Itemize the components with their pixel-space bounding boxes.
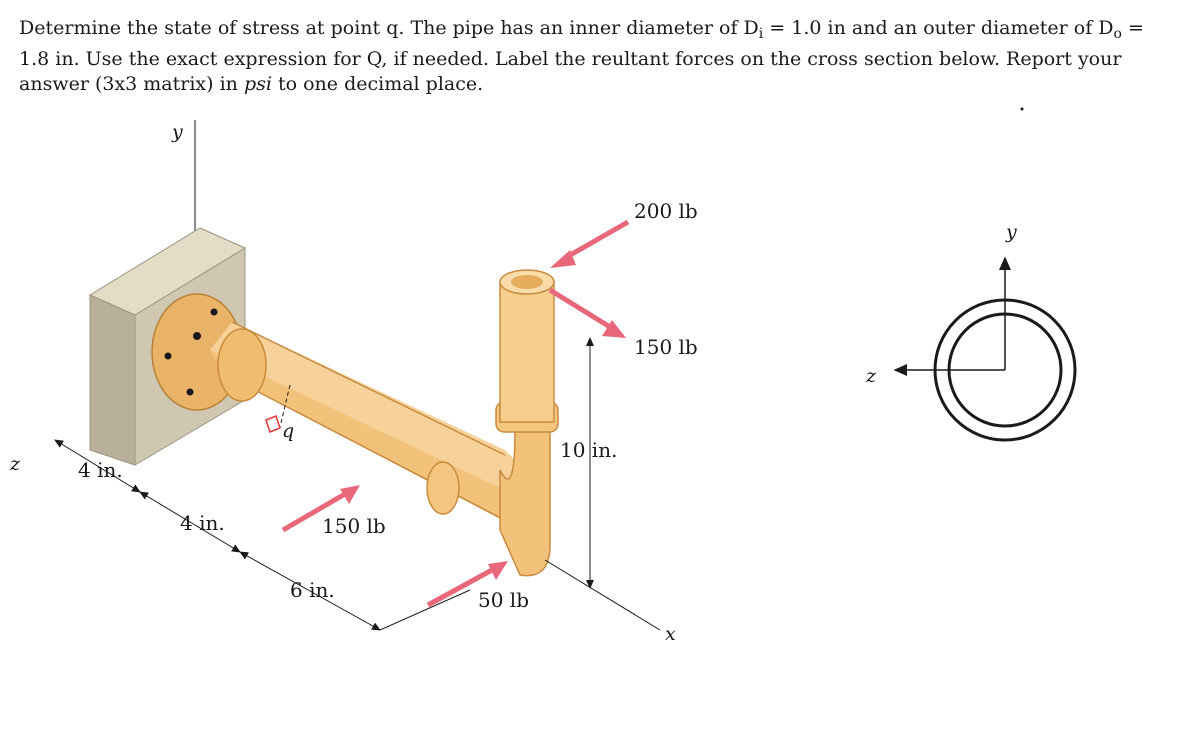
section-z-axis-label: z	[866, 365, 877, 387]
z-axis-label: z	[10, 453, 21, 475]
problem-text-3: = 1.8 in. Use the exact expression for Q, if needed. Label the reultant forces on the cross section below. Report your answer (3x3 matrix) in	[19, 17, 1144, 95]
force-label-200: 200 lb	[634, 199, 698, 223]
subscript-o: o	[1113, 26, 1122, 42]
force-arrow-200	[550, 222, 628, 268]
point-q-marker	[266, 416, 280, 432]
dimension-10in: 10 in.	[560, 438, 618, 462]
dimension-4in-a: 4 in.	[78, 458, 123, 482]
stray-dot	[1021, 108, 1024, 111]
x-axis-label: x	[665, 623, 676, 645]
force-label-150-top: 150 lb	[634, 335, 698, 359]
force-label-150-mid: 150 lb	[322, 514, 386, 538]
unit-psi: psi	[243, 73, 272, 95]
pipe-cross-section	[895, 258, 1075, 440]
pipe-horizontal	[210, 322, 540, 540]
point-q-label: q	[282, 420, 295, 442]
y-axis-label: y	[172, 121, 183, 143]
subscript-i: i	[758, 26, 764, 42]
section-y-axis-label: y	[1006, 221, 1017, 243]
dimension-6in: 6 in.	[290, 578, 335, 602]
pipe-vertical	[496, 270, 558, 576]
force-label-50: 50 lb	[478, 588, 530, 612]
dimension-4in-b: 4 in.	[180, 511, 225, 535]
force-arrow-150-top	[550, 290, 626, 338]
problem-text-2: = 1.0 in and an outer diameter of D	[763, 17, 1114, 39]
problem-text-1: Determine the state of stress at point q. The pipe has an inner diameter of D	[19, 17, 759, 39]
problem-text-4: to one decimal place.	[271, 73, 484, 95]
